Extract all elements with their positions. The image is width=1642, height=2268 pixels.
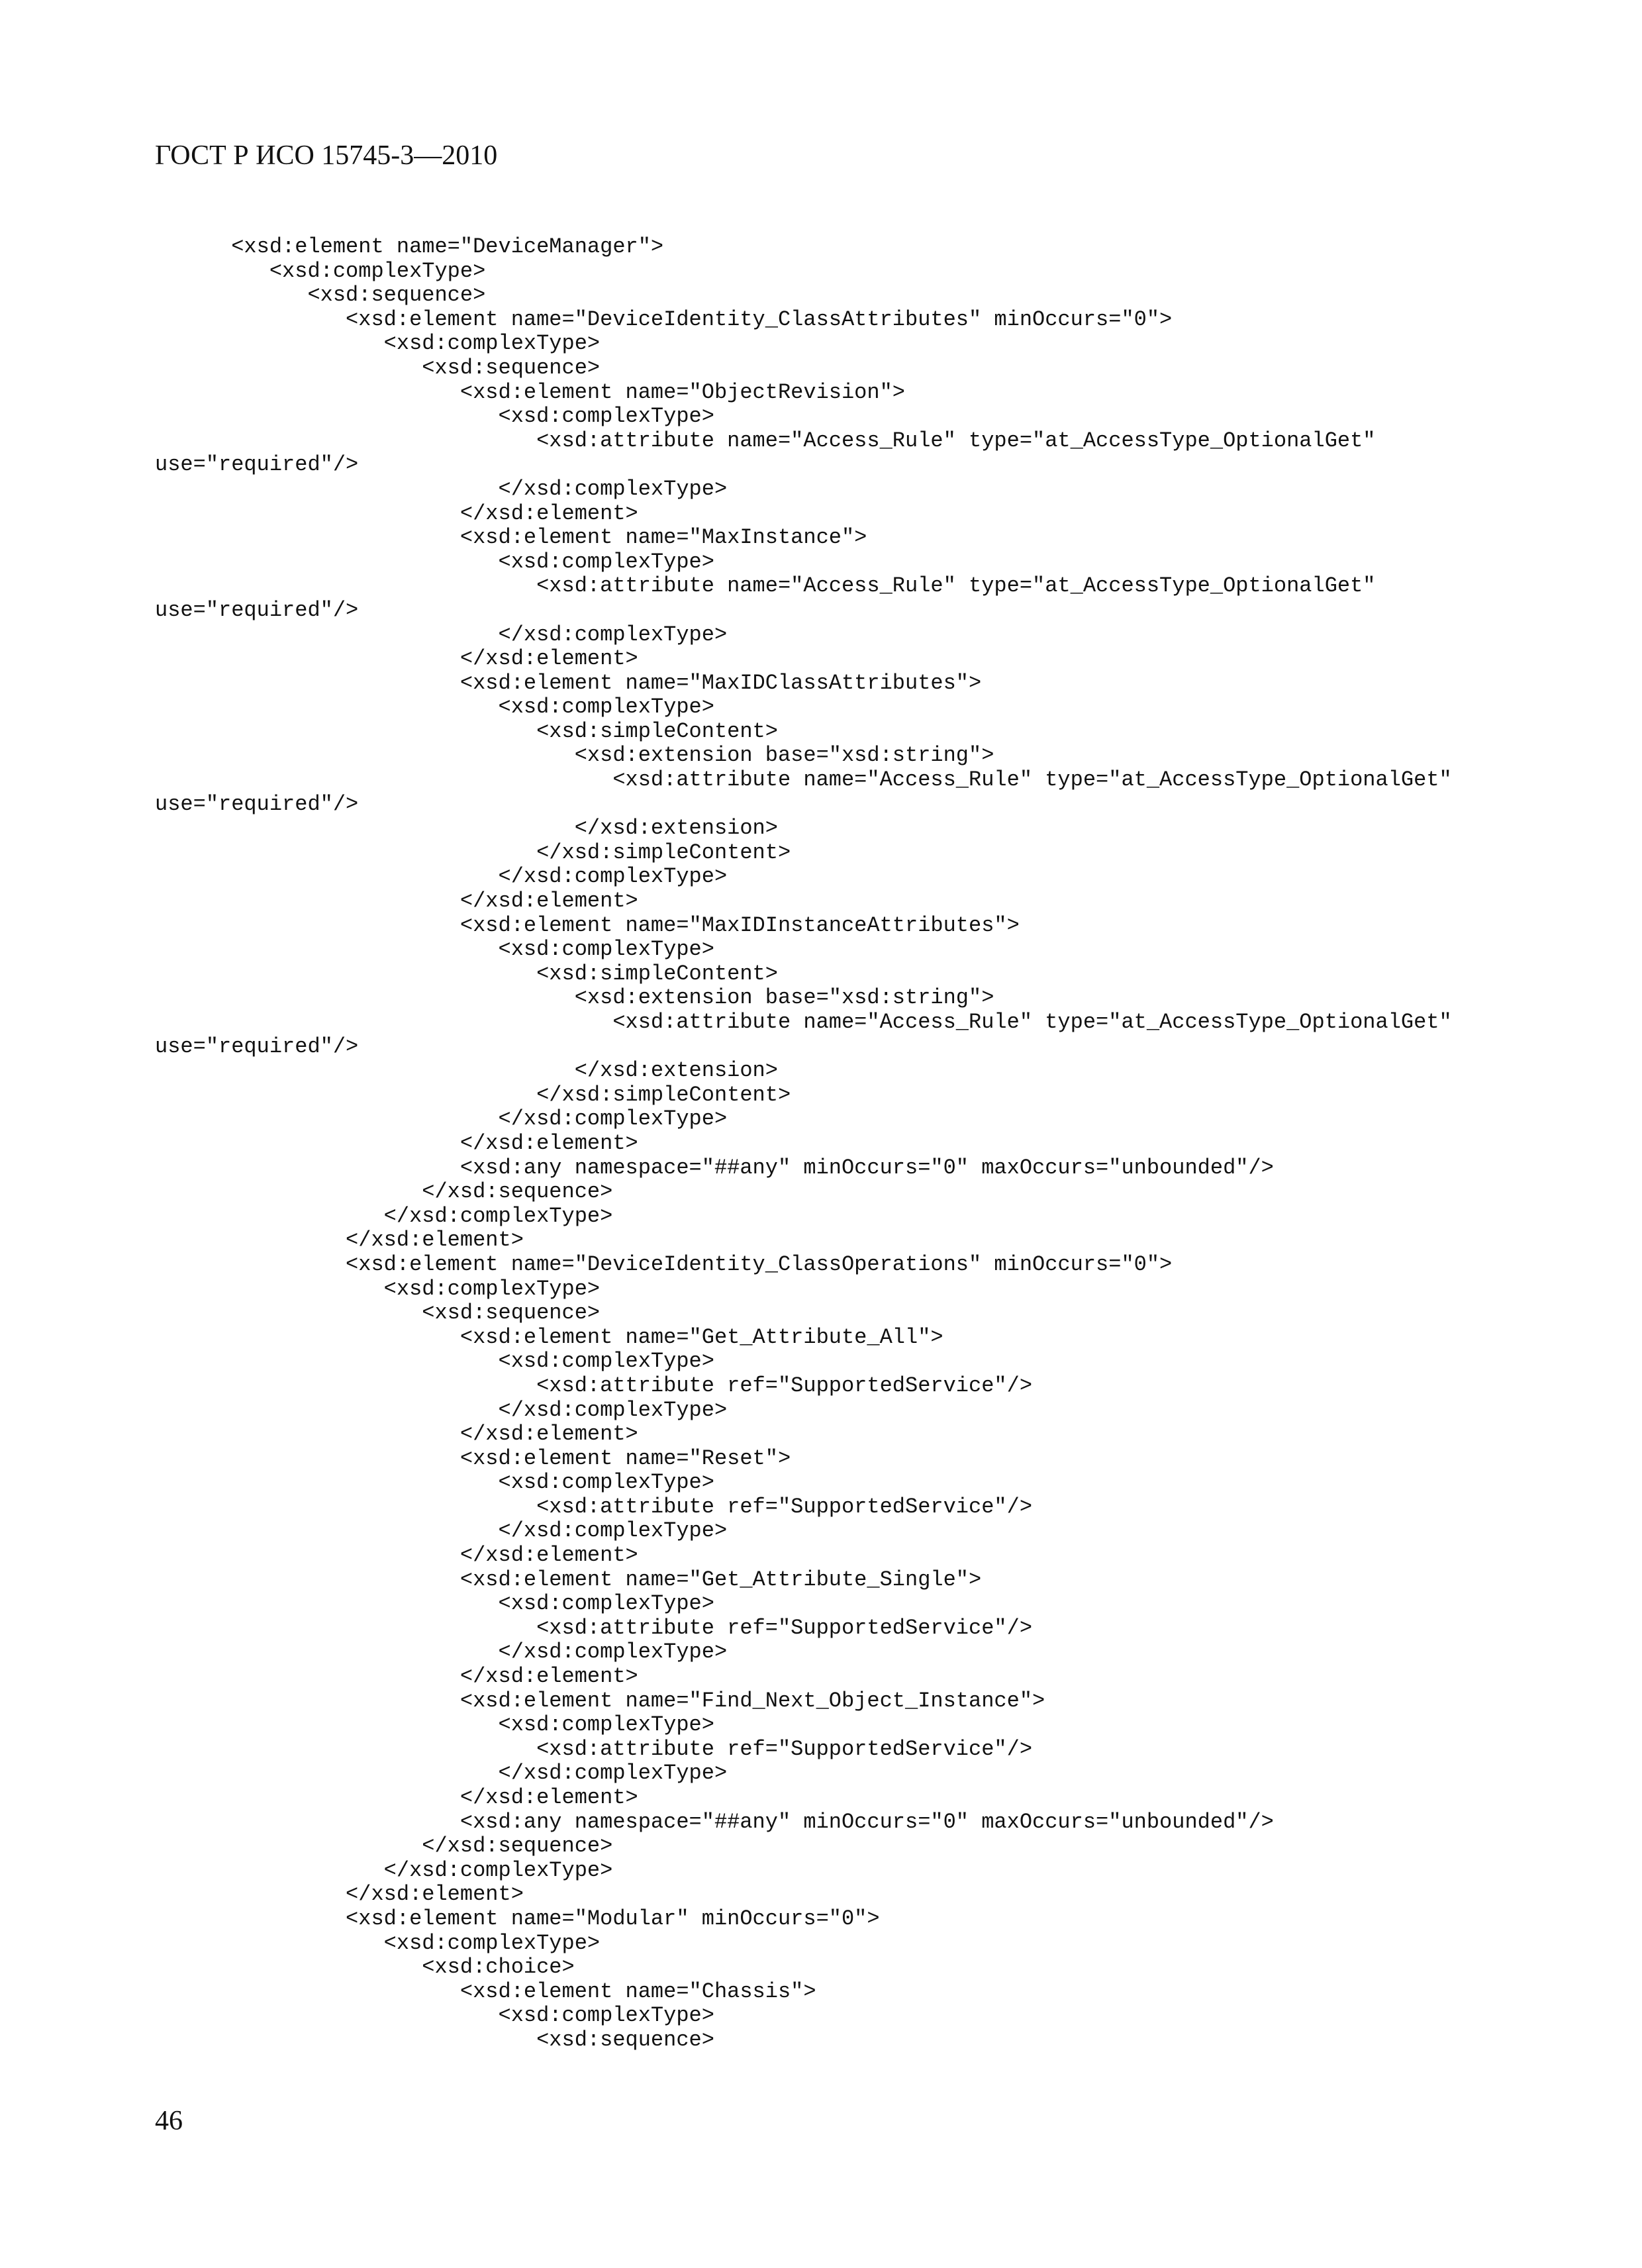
code-line: <xsd:element name="Chassis"> <box>155 1979 816 2004</box>
code-line: </xsd:extension> <box>155 816 778 841</box>
code-line: <xsd:complexType> <box>155 1276 601 1301</box>
code-line: </xsd:element> <box>155 1422 638 1447</box>
code-line: </xsd:complexType> <box>155 1518 728 1544</box>
code-line: <xsd:element name="MaxInstance"> <box>155 525 867 550</box>
code-line: </xsd:element> <box>155 1130 638 1156</box>
code-line: </xsd:element> <box>155 1785 638 1810</box>
code-line: <xsd:choice> <box>155 1955 575 1980</box>
code-line: <xsd:complexType> <box>155 404 714 429</box>
code-line: <xsd:complexType> <box>155 1591 714 1616</box>
code-line: <xsd:complexType> <box>155 258 486 283</box>
code-line: use="required"/> <box>155 1034 359 1059</box>
code-line: </xsd:element> <box>155 646 638 671</box>
code-line: </xsd:complexType> <box>155 1107 728 1132</box>
code-line: <xsd:complexType> <box>155 695 714 720</box>
code-line: <xsd:element name="DeviceManager"> <box>155 234 664 259</box>
code-line: <xsd:complexType> <box>155 1349 714 1374</box>
code-line: </xsd:simpleContent> <box>155 840 791 865</box>
code-line: <xsd:complexType> <box>155 549 714 574</box>
code-line: <xsd:attribute ref="SupportedService"/> <box>155 1615 1033 1640</box>
code-line: <xsd:element name="Get_Attribute_Single"> <box>155 1567 982 1592</box>
code-line: </xsd:complexType> <box>155 1640 728 1665</box>
code-line: <xsd:attribute name="Access_Rule" type="at_AccessType_OptionalGet" <box>155 767 1452 793</box>
code-line: </xsd:complexType> <box>155 622 728 647</box>
code-line: <xsd:sequence> <box>155 1301 601 1326</box>
code-line: </xsd:simpleContent> <box>155 1082 791 1107</box>
code-line: use="required"/> <box>155 791 359 816</box>
code-line: <xsd:complexType> <box>155 1930 601 1955</box>
code-line: <xsd:element name="DeviceIdentity_ClassAttributes" minOccurs="0"> <box>155 307 1173 332</box>
code-line: <xsd:sequence> <box>155 283 486 308</box>
code-line: <xsd:attribute name="Access_Rule" type="at_AccessType_OptionalGet" <box>155 573 1376 599</box>
code-line: <xsd:extension base="xsd:string"> <box>155 985 994 1011</box>
code-line: <xsd:element name="MaxIDClassAttributes"> <box>155 670 982 695</box>
code-line: <xsd:element name="MaxIDInstanceAttributes"> <box>155 912 1020 938</box>
code-line: <xsd:any namespace="##any" minOccurs="0" maxOccurs="unbounded"/> <box>155 1809 1274 1834</box>
code-line: </xsd:complexType> <box>155 864 728 889</box>
code-line: <xsd:simpleContent> <box>155 961 778 986</box>
code-line: </xsd:complexType> <box>155 1857 613 1883</box>
code-line: </xsd:element> <box>155 501 638 526</box>
code-line: <xsd:attribute name="Access_Rule" type="at_AccessType_OptionalGet" <box>155 428 1376 453</box>
code-line: <xsd:complexType> <box>155 2003 714 2028</box>
code-line: <xsd:element name="Modular" minOccurs="0"> <box>155 1906 880 1931</box>
code-line: <xsd:element name="Get_Attribute_All"> <box>155 1324 943 1350</box>
code-line: <xsd:any namespace="##any" minOccurs="0" maxOccurs="unbounded"/> <box>155 1155 1274 1180</box>
code-line: <xsd:sequence> <box>155 2027 714 2052</box>
code-line: <xsd:element name="Reset"> <box>155 1446 791 1471</box>
code-line: <xsd:element name="Find_Next_Object_Instance"> <box>155 1688 1045 1713</box>
code-line: <xsd:simpleContent> <box>155 718 778 744</box>
code-line: <xsd:attribute ref="SupportedService"/> <box>155 1494 1033 1519</box>
code-line: <xsd:extension base="xsd:string"> <box>155 743 994 768</box>
xsd-code-listing <box>155 235 1452 2053</box>
code-line: </xsd:complexType> <box>155 476 728 501</box>
code-line: </xsd:complexType> <box>155 1397 728 1422</box>
code-line: <xsd:element name="ObjectRevision"> <box>155 379 905 405</box>
code-line: </xsd:element> <box>155 1228 524 1253</box>
code-line: </xsd:element> <box>155 1543 638 1568</box>
code-line: </xsd:element> <box>155 1664 638 1689</box>
code-line: </xsd:extension> <box>155 1058 778 1083</box>
page-number: 46 <box>155 2106 183 2136</box>
code-line: </xsd:sequence> <box>155 1834 613 1859</box>
code-line: use="required"/> <box>155 452 359 477</box>
code-line: <xsd:element name="DeviceIdentity_ClassOperations" minOccurs="0"> <box>155 1252 1173 1277</box>
code-line: <xsd:attribute name="Access_Rule" type="at_AccessType_OptionalGet" <box>155 1010 1452 1034</box>
code-line: <xsd:complexType> <box>155 1712 714 1738</box>
code-line: <xsd:sequence> <box>155 355 601 380</box>
code-line: <xsd:complexType> <box>155 331 601 356</box>
code-line: </xsd:element> <box>155 1882 524 1907</box>
code-line: </xsd:complexType> <box>155 1203 613 1228</box>
code-line: <xsd:complexType> <box>155 1470 714 1495</box>
code-line: <xsd:attribute ref="SupportedService"/> <box>155 1373 1033 1398</box>
document-header: ГОСТ Р ИСО 15745-3—2010 <box>155 140 498 171</box>
code-line: </xsd:element> <box>155 889 638 914</box>
code-line: </xsd:complexType> <box>155 1761 728 1786</box>
code-line: <xsd:attribute ref="SupportedService"/> <box>155 1736 1033 1761</box>
code-line: use="required"/> <box>155 597 359 622</box>
code-line: <xsd:complexType> <box>155 937 714 962</box>
code-line: </xsd:sequence> <box>155 1179 613 1205</box>
